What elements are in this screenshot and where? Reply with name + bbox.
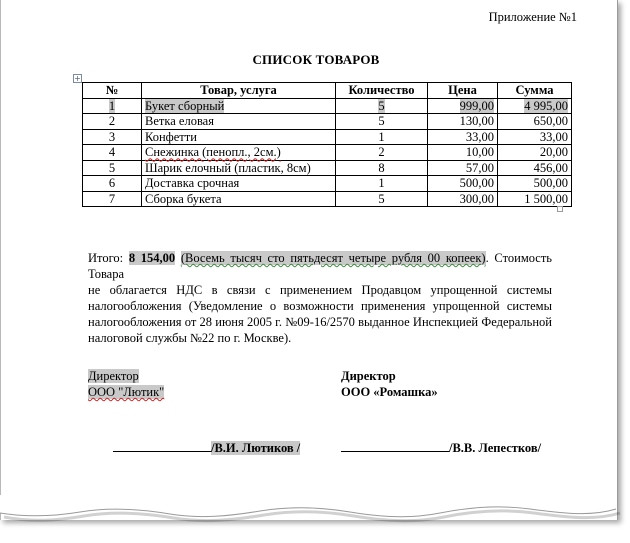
total-line-5: налоговой службы №22 по г. Москве). <box>88 331 292 345</box>
left-signatory-block <box>88 368 164 400</box>
right-position: Директор <box>341 369 396 383</box>
total-line-1-rest: . Стоимость Товара <box>88 251 552 281</box>
cell-item: Шарик елочный (пластик, 8см) <box>142 160 336 176</box>
cell-sum: 500,00 <box>498 176 572 192</box>
cell-item: Конфетти <box>142 129 336 145</box>
cell-sum: 20,00 <box>498 145 572 161</box>
cell-item: Снежинка (пенопл., 2см.) <box>142 145 336 161</box>
cell-quantity: 8 <box>336 160 428 176</box>
cell-number: 4 <box>83 145 142 161</box>
cell-price: 10,00 <box>428 145 498 161</box>
cell-sum: 1 500,00 <box>498 191 572 207</box>
items-table <box>82 82 572 207</box>
left-signer-name: /В.И. Лютиков / <box>211 441 301 455</box>
right-signatory-block <box>341 368 438 400</box>
table-row <box>83 129 572 145</box>
left-signature <box>113 439 300 456</box>
cell-price: 500,00 <box>428 176 498 192</box>
left-signature-line <box>113 439 211 452</box>
torn-page-edge <box>0 495 630 543</box>
table-resize-handle[interactable] <box>557 206 563 212</box>
cell-quantity: 2 <box>336 145 428 161</box>
total-line-2: не облагается НДС в связи с применением Продавцом упрощенной системы <box>88 283 552 297</box>
cell-price: 130,00 <box>428 114 498 130</box>
table-row <box>83 191 572 207</box>
column-header-number: № <box>83 83 142 99</box>
table-row <box>83 176 572 192</box>
cell-quantity: 5 <box>336 191 428 207</box>
cell-number: 3 <box>83 129 142 145</box>
cell-number: 5 <box>83 160 142 176</box>
cell-quantity: 5 <box>336 114 428 130</box>
cell-item: Ветка еловая <box>142 114 336 130</box>
total-line-3: налогообложения (Уведомление о возможности применения упрощенной системы <box>88 299 552 313</box>
right-signature <box>341 439 541 456</box>
cell-price: 57,00 <box>428 160 498 176</box>
table-row <box>83 114 572 130</box>
cell-number: 6 <box>83 176 142 192</box>
cell-quantity: 1 <box>336 176 428 192</box>
cell-number: 7 <box>83 191 142 207</box>
cell-item: Сборка букета <box>142 191 336 207</box>
cell-number: 2 <box>83 114 142 130</box>
cell-price: 33,00 <box>428 129 498 145</box>
table-row <box>83 160 572 176</box>
appendix-label: Приложение №1 <box>488 10 577 24</box>
total-paragraph <box>88 250 552 346</box>
cell-quantity: 5 <box>336 98 428 114</box>
total-prefix: Итого: <box>88 251 129 265</box>
table-row <box>83 98 572 114</box>
cell-number: 1 <box>83 98 142 114</box>
right-signer-name: /В.В. Лепестков/ <box>449 441 542 455</box>
column-header-price: Цена <box>428 83 498 99</box>
cell-sum: 33,00 <box>498 129 572 145</box>
total-amount-words: (Восемь тысяч сто пятьдесят четыре рубля 00 копеек) <box>180 251 486 265</box>
column-header-sum: Сумма <box>498 83 572 99</box>
column-header-quantity: Количество <box>336 83 428 99</box>
cell-item: Доставка срочная <box>142 176 336 192</box>
column-header-item: Товар, услуга <box>142 83 336 99</box>
right-company: ООО «Ромашка» <box>341 385 438 399</box>
cell-price: 300,00 <box>428 191 498 207</box>
cell-quantity: 1 <box>336 129 428 145</box>
table-row <box>83 145 572 161</box>
cell-price: 999,00 <box>428 98 498 114</box>
total-line-1 <box>88 250 552 282</box>
table-move-handle-icon[interactable]: + <box>74 74 81 83</box>
cell-sum: 4 995,00 <box>498 98 572 114</box>
cell-item: Букет сборный <box>142 98 336 114</box>
left-position: Директор <box>88 369 139 383</box>
document-title: СПИСОК ТОВАРОВ <box>252 52 380 67</box>
table-header-row <box>83 83 572 99</box>
cell-sum: 456,00 <box>498 160 572 176</box>
total-amount: 8 154,00 <box>128 251 176 265</box>
cell-sum: 650,00 <box>498 114 572 130</box>
left-company: ООО "Лютик" <box>88 385 165 399</box>
total-line-4: налогообложения от 28 июня 2005 г. №09-16/2570 выданное Инспекцией Федеральной <box>88 315 552 329</box>
right-signature-line <box>341 439 449 452</box>
